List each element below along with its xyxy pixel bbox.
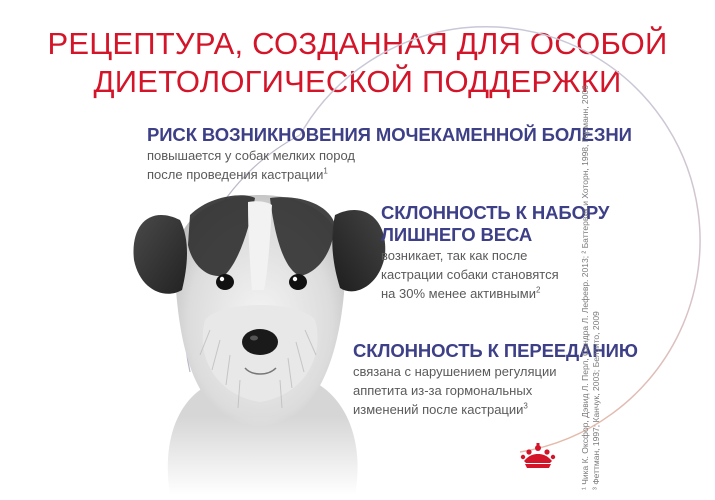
references (570, 85, 610, 495)
feature-urolithiasis-line-2 (147, 165, 632, 184)
crown-logo (519, 442, 557, 472)
feature-urolithiasis-heading: РИСК ВОЗНИКНОВЕНИЯ МОЧЕКАМЕННОЙ БОЛЕЗНИ (147, 124, 632, 145)
feature-overeating-heading: СКЛОННОСТЬ К ПЕРЕЕДАНИЮ (353, 340, 638, 361)
title-line-1: РЕЦЕПТУРА, СОЗДАННАЯ ДЛЯ ОСОБОЙ (47, 26, 668, 61)
footnote-marker-1: 1 (323, 166, 328, 176)
feature-weight-gain-line-1: возникает, так как после (381, 248, 528, 263)
feature-overeating-line-3-text: изменений после кастрации (353, 402, 524, 417)
feature-urolithiasis (147, 124, 632, 184)
feature-urolithiasis-text (147, 146, 632, 184)
reference-line-1: ¹ Чика К. Оксфор, Дэвид Л. Перл, Сандра Л. Лефевр. 2013; ² Баттервик и Хоторн, 1998, Германн, 2006 (580, 85, 590, 490)
footnote-marker-3: 3 (523, 401, 528, 411)
title-line-2: ДИЕТОЛОГИЧЕСКОЙ ПОДДЕРЖКИ (93, 64, 622, 99)
feature-weight-gain-heading-2: ЛИШНЕГО ВЕСА (381, 224, 533, 245)
feature-weight-gain-heading-1: СКЛОННОСТЬ К НАБОРУ (381, 202, 610, 223)
feature-overeating-line-1: связана с нарушением регуляции (353, 364, 557, 379)
feature-weight-gain-line-3-text: на 30% менее активными (381, 286, 536, 301)
reference-line-2: ³ Феттман, 1997; Канчук, 2003; Белсито, 2009 (591, 311, 601, 490)
references-text (580, 85, 602, 490)
feature-overeating-line-2: аппетита из-за гормональных (353, 383, 533, 398)
footnote-marker-2: 2 (535, 285, 541, 295)
feature-urolithiasis-line-1: повышается у собак мелких пород (147, 148, 356, 163)
feature-urolithiasis-line-2-text: после проведения кастрации (147, 167, 324, 182)
feature-weight-gain-line-2: кастрации собаки становятся (381, 267, 559, 282)
dog-photo (130, 180, 390, 495)
